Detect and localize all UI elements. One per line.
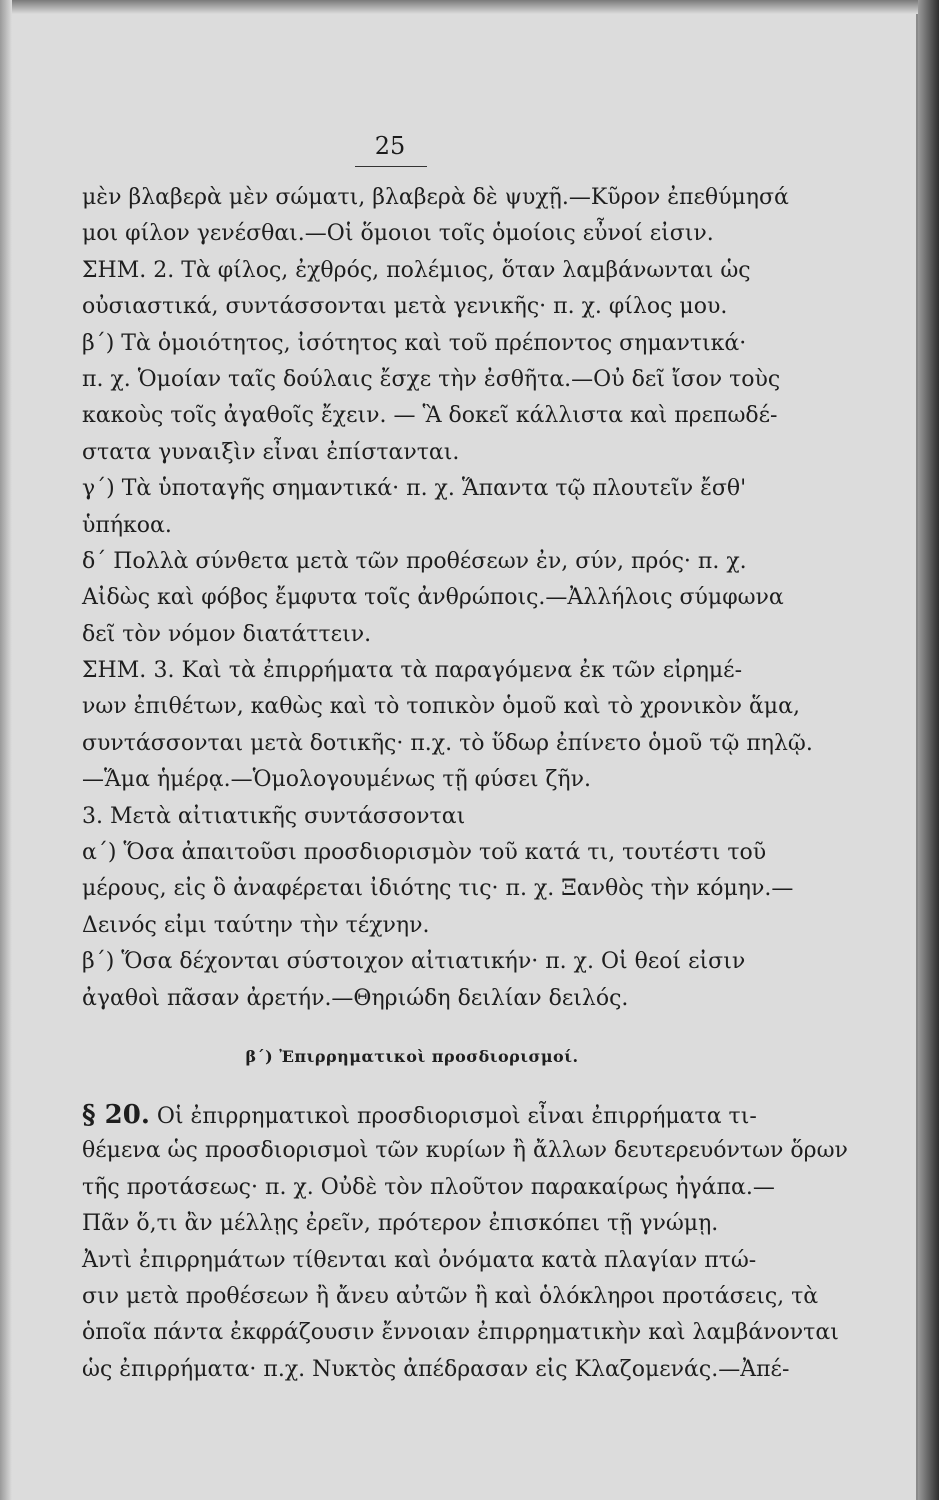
section-heading: β΄) Ἐπιρρηματικοὶ προσδιορισμοί. (245, 1046, 579, 1066)
text-line: μοι φίλον γενέσθαι.—Οἱ ὅμοιοι τοῖς ὁμοίοις εὖνοί εἰσιν. (82, 221, 714, 247)
header-rule (355, 166, 427, 167)
text-line: Δεινός εἰμι ταύτην τὴν τέχνην. (82, 912, 430, 938)
section-first-line (82, 1097, 757, 1133)
text-line: σιν μετὰ προθέσεων ἢ ἄνευ αὐτῶν ἢ καὶ ὁλόκληροι προτάσεις, τὰ (82, 1283, 819, 1309)
page-number: 25 (374, 132, 406, 160)
text-line: γ΄) Τὰ ὑποταγῆς σημαντικά· π. χ. Ἅπαντα τῷ πλουτεῖν ἔσθ' (82, 476, 747, 502)
text-line: ΣΗΜ. 2. Τὰ φίλος, ἐχθρός, πολέμιος, ὅταν λαμβάνωνται ὡς (82, 257, 751, 283)
text-line: 3. Μετὰ αἰτιατικῆς συντάσσονται (82, 803, 466, 829)
text-line: στατα γυναιξὶν εἶναι ἐπίστανται. (82, 439, 460, 465)
text-line: Πᾶν ὅ,τι ἂν μέλλῃς ἐρεῖν, πρότερον ἐπισκόπει τῇ γνώμῃ. (82, 1211, 719, 1237)
text-line: ὁποῖα πάντα ἐκφράζουσιν ἔννοιαν ἐπιρρηματικὴν καὶ λαμβάνονται (82, 1320, 839, 1346)
text-line: β΄) Ὅσα δέχονται σύστοιχον αἰτιατικήν· π. χ. Οἱ θεοί εἰσιν (82, 949, 746, 975)
text-line: δεῖ τὸν νόμον διατάττειν. (82, 621, 372, 647)
text-line: συντάσσονται μετὰ δοτικῆς· π.χ. τὸ ὕδωρ ἐπίνετο ὁμοῦ τῷ πηλῷ. (82, 730, 813, 756)
page-shadow (918, 0, 939, 1500)
text-line: Αἰδὼς καὶ φόβος ἔμφυτα τοῖς ἀνθρώποις.—Ἀλλήλοις σύμφωνα (82, 585, 784, 611)
section-first-line-text: Οἱ ἐπιρρηματικοὶ προσδιορισμοὶ εἶναι ἐπιρρήματα τι- (156, 1103, 757, 1129)
text-line: θέμενα ὡς προσδιορισμοὶ τῶν κυρίων ἢ ἄλλων δευτερευόντων ὅρων (82, 1138, 848, 1164)
text-line: μέρους, εἰς ὃ ἀναφέρεται ἰδιότης τις· π. χ. Ξανθὸς τὴν κόμην.— (82, 876, 794, 902)
text-line: κακοὺς τοῖς ἀγαθοῖς ἔχειν. — Ἃ δοκεῖ κάλλιστα καὶ πρεπωδέ- (82, 403, 778, 429)
text-line: α΄) Ὅσα ἀπαιτοῦσι προσδιορισμὸν τοῦ κατά τι, τουτέστι τοῦ (82, 840, 767, 866)
text-line: νων ἐπιθέτων, καθὼς καὶ τὸ τοπικὸν ὁμοῦ καὶ τὸ χρονικὸν ἅμα, (82, 694, 800, 720)
text-line: ὑπήκοα. (82, 512, 172, 538)
text-line: π. χ. Ὁμοίαν ταῖς δούλαις ἔσχε τὴν ἐσθῆτα.—Οὐ δεῖ ἴσον τοὺς (82, 366, 781, 392)
text-line: ΣΗΜ. 3. Καὶ τὰ ἐπιρρήματα τὰ παραγόμενα ἐκ τῶν εἰρημέ- (82, 658, 742, 684)
text-line: ὡς ἐπιρρήματα· π.χ. Νυκτὸς ἀπέδρασαν εἰς Κλαζομενάς.—Ἀπέ- (82, 1356, 790, 1382)
page-edge-top (0, 0, 918, 14)
text-line: τῆς προτάσεως· π. χ. Οὐδὲ τὸν πλοῦτον παρακαίρως ἠγάπα.— (82, 1174, 775, 1200)
text-line: Ἀντὶ ἐπιρρημάτων τίθενται καὶ ὀνόματα κατὰ πλαγίαν πτώ- (82, 1247, 757, 1273)
text-line: οὐσιαστικά, συντάσσονται μετὰ γενικῆς· π. χ. φίλος μου. (82, 294, 728, 320)
text-line: β΄) Τὰ ὁμοιότητος, ἰσότητος καὶ τοῦ πρέποντος σημαντικά· (82, 330, 747, 356)
page-edge-left (0, 0, 12, 1500)
text-line: δ΄ Πολλὰ σύνθετα μετὰ τῶν προθέσεων ἐν, σύν, πρός· π. χ. (82, 548, 747, 574)
body-text (82, 180, 848, 1388)
text-line: —Ἅμα ἡμέρᾳ.—Ὁμολογουμένως τῇ φύσει ζῆν. (82, 767, 591, 793)
text-line: ἀγαθοὶ πᾶσαν ἀρετήν.—Θηριώδη δειλίαν δειλός. (82, 985, 629, 1011)
text-line: μὲν βλαβερὰ μὲν σώματι, βλαβερὰ δὲ ψυχῇ.—Κῦρον ἐπεθύμησά (82, 185, 789, 210)
section-mark: § 20. (82, 1099, 150, 1130)
